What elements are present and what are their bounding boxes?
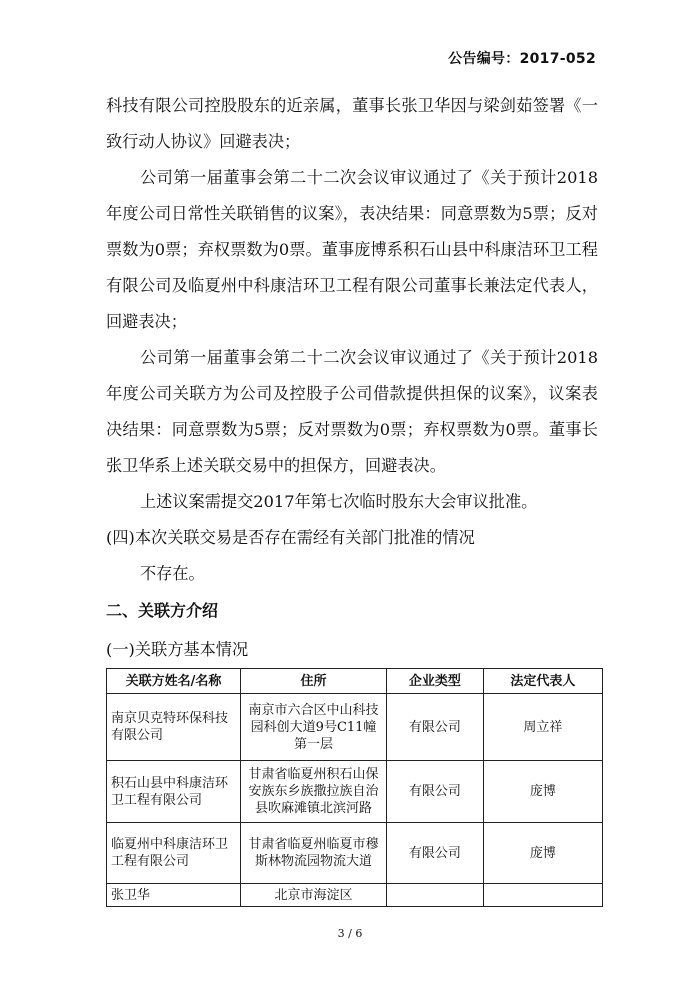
notice-number: 公告编号：2017-052 [448,51,596,67]
paragraph-2: 公司第一届董事会第二十二次会议审议通过了《关于预计2018年度公司日常性关联销售的议案》，表决结果：同意票数为5票；反对票数为0票；弃权票数为0票。董事庞博系积石山县中科康洁环卫工程有限公司及临夏州中科康洁环卫工程有限公司董事长兼法定代表人，回避表决； [106,168,598,331]
subheading-approval: (四)本次关联交易是否存在需经有关部门批准的情况 [106,528,475,547]
table-row [107,761,603,823]
table-header-cell: 关联方姓名/名称 [107,669,241,694]
paragraph-3: 公司第一届董事会第二十二次会议审议通过了《关于预计2018年度公司关联方为公司及控股子公司借款提供担保的议案》，议案表决结果：同意票数为5票；反对票数为0票；弃权票数为0票。董事长张卫华系上述关联交易中的担保方，回避表决。 [106,348,598,475]
party-name-cell: 临夏州中科康洁环卫工程有限公司 [107,823,241,884]
company-type-cell: 有限公司 [387,823,484,884]
party-name-cell: 积石山县中科康洁环卫工程有限公司 [107,761,241,823]
table-row [107,823,603,884]
address-cell: 甘肃省临夏州积石山保安族东乡族撒拉族自治县吹麻滩镇北滨河路 [241,761,387,823]
paragraph-4: 上述议案需提交2017年第七次临时股东大会审议批准。 [140,492,538,511]
company-type-cell: 有限公司 [387,694,484,761]
address-cell: 北京市海淀区 [241,884,387,907]
paragraph-1: 科技有限公司控股股东的近亲属，董事长张卫华因与梁剑茹签署《一致行动人协议》回避表决； [106,96,598,151]
table-header-row [107,669,603,694]
address-cell: 南京市六合区中山科技园科创大道9号C11幢第一层 [241,694,387,761]
page-number: 3 / 6 [337,927,363,940]
table-row [107,694,603,761]
legal-rep-cell: 庞博 [483,761,602,823]
legal-rep-cell: 周立祥 [483,694,602,761]
table-header-cell: 法定代表人 [483,669,602,694]
subheading-basic-info: (一)关联方基本情况 [106,640,249,659]
legal-rep-cell [483,884,602,907]
legal-rep-cell: 庞博 [483,823,602,884]
company-type-cell [387,884,484,907]
related-parties-table [106,668,603,907]
company-type-cell: 有限公司 [387,761,484,823]
party-name-cell: 南京贝克特环保科技有限公司 [107,694,241,761]
table-row [107,884,603,907]
section-heading: 二、关联方介绍 [106,601,219,620]
document-body [106,88,598,668]
table-header-cell: 企业类型 [387,669,484,694]
table-header-cell: 住所 [241,669,387,694]
address-cell: 甘肃省临夏州临夏市穆斯林物流园物流大道 [241,823,387,884]
party-name-cell: 张卫华 [107,884,241,907]
paragraph-5: 不存在。 [140,564,205,583]
